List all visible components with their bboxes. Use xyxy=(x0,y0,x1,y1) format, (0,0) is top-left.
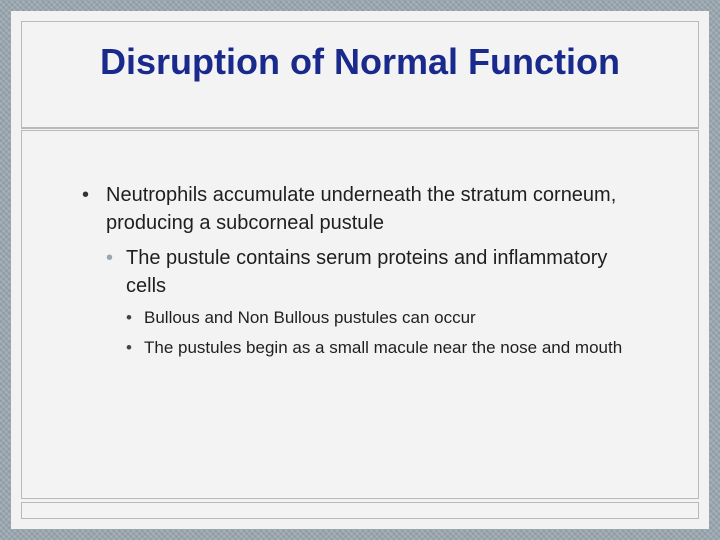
title-placeholder xyxy=(21,21,699,129)
bullet-dot-icon: • xyxy=(82,184,90,206)
sub-bullet-list xyxy=(106,244,632,360)
bullet-level-1 xyxy=(72,181,632,360)
bullet-text: The pustule contains serum proteins and inflammatory cells xyxy=(126,247,608,297)
content-placeholder xyxy=(21,131,699,499)
bullet-text: The pustules begin as a small macule near the nose and mouth xyxy=(144,338,623,357)
bullet-text: Neutrophils accumulate underneath the stratum corneum, producing a subcorneal pustule xyxy=(106,184,617,234)
bullet-dot-icon: • xyxy=(126,338,132,357)
bullet-level-3 xyxy=(126,336,632,360)
bullet-level-2 xyxy=(106,244,632,360)
sub-sub-bullet-list xyxy=(126,306,632,360)
bullet-dot-icon: • xyxy=(106,247,114,269)
bullet-dot-icon: • xyxy=(126,308,132,327)
slide xyxy=(11,11,709,529)
bullet-text: Bullous and Non Bullous pustules can occur xyxy=(144,308,476,327)
slide-title: Disruption of Normal Function xyxy=(100,41,620,82)
bullet-list xyxy=(72,181,632,360)
footer-strip xyxy=(21,502,699,519)
bullet-level-3 xyxy=(126,306,632,330)
